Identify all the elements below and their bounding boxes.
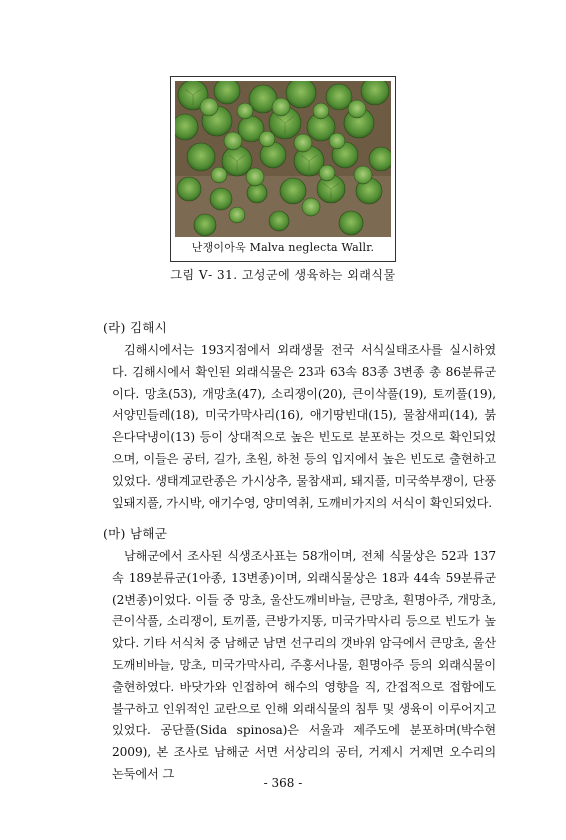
photo-caption: 난쟁이아욱 Malva neglecta Wallr. <box>191 241 375 254</box>
section-paragraph-namhae: 남해군에서 조사된 식생조사표는 58개이며, 전체 식물상은 52과 137속 189분류군(1아종, 13변종)이며, 외래식물상은 18과 44속 59분류군(2변종)이었다. 이들 중 망초, 울산도깨비바늘, 큰망초, 흰명아주, 개망초, 큰이삭풀, 소리쟁이, 토끼풀, 큰방가지똥, 미국가막사리 등으로 빈도가 높았다. 기타 서식처 중 남해군 남면 선구리의 갯바위 암극에서 큰망초, 울산도깨비바늘, 망초, 미국가막사리, 주홍서나물, 흰명아주 등의 외래식물이 출현하였다. 바닷가와 인접하여 해수의 영향을 직, 간접적으로 접함에도 불구하고 인위적인 교란으로 인해 외래식물의 침투 및 생육이 이루어지고 있었다. 공단풀(Sida spinosa)은 서울과 제주도에 분포하며(박수현 2009), 본 조사로 남해군 서면 서상리의 공터, 거제시 거제면 오수리의 논둑에서 그 <box>112 549 496 781</box>
page-number: - 368 - <box>263 776 303 790</box>
section-heading-gimhae: (라) 김해시 <box>103 320 168 335</box>
plant-photo <box>175 81 391 237</box>
figure-title: 그림 Ⅴ- 31. 고성군에 생육하는 외래식물 <box>170 268 396 282</box>
plant-photo-image <box>175 81 391 237</box>
section-paragraph-gimhae: 김해시에서는 193지점에서 외래생물 전국 서식실태조사를 실시하였다. 김해시에서 확인된 외래식물은 23과 63속 83종 3변종 총 86분류군이다. 망초(53), 개망초(47), 소리쟁이(20), 큰이삭풀(19), 토끼풀(19), 서양민들레(18), 미국가막사리(16), 애기땅빈대(15), 물참새피(14), 붉은다닥냉이(13) 등이 상대적으로 높은 빈도로 분포하는 것으로 확인되었으며, 이들은 공터, 길가, 초원, 하천 등의 입지에서 높은 빈도로 출현하고 있었다. 생태계교란종은 가시상추, 물참새피, 돼지풀, 미국쑥부쟁이, 단풍잎돼지풀, 가시박, 애기수영, 양미역취, 도깨비가지의 서식이 확인되었다. <box>112 343 496 510</box>
figure-frame <box>170 76 396 262</box>
section-heading-namhae: (마) 남해군 <box>103 526 168 541</box>
